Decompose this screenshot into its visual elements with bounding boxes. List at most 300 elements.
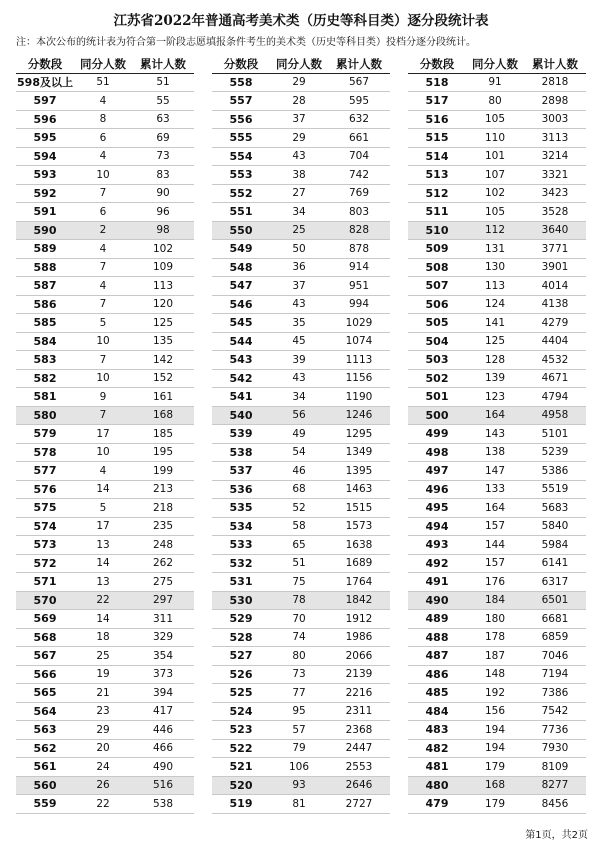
score-cell: 536 [212, 480, 270, 499]
column-header: 累计人数 [132, 55, 194, 73]
count-cell: 148 [466, 665, 524, 684]
count-cell: 102 [466, 184, 524, 203]
count-cell: 35 [270, 314, 328, 333]
table-row [16, 73, 194, 92]
cumulative-cell: 5840 [524, 517, 586, 536]
count-cell: 125 [466, 332, 524, 351]
table-row [16, 277, 194, 296]
table-row [212, 203, 390, 222]
table-row [16, 795, 194, 814]
score-cell: 535 [212, 499, 270, 518]
count-cell: 43 [270, 147, 328, 166]
cumulative-cell: 1395 [328, 462, 390, 481]
score-cell: 562 [16, 739, 74, 758]
count-cell: 4 [74, 92, 132, 111]
table-row [408, 517, 586, 536]
table-row [16, 166, 194, 185]
table-row [16, 295, 194, 314]
table-row [212, 758, 390, 777]
count-cell: 79 [270, 739, 328, 758]
cumulative-cell: 199 [132, 462, 194, 481]
table-row [408, 721, 586, 740]
table-row [16, 647, 194, 666]
cumulative-cell: 195 [132, 443, 194, 462]
cumulative-cell: 109 [132, 258, 194, 277]
score-cell: 530 [212, 591, 270, 610]
table-row [212, 425, 390, 444]
table-row [16, 591, 194, 610]
score-cell: 573 [16, 536, 74, 555]
count-cell: 138 [466, 443, 524, 462]
table-row [212, 240, 390, 259]
count-cell: 143 [466, 425, 524, 444]
table-row [408, 166, 586, 185]
table-header-row [16, 55, 194, 73]
count-cell: 194 [466, 721, 524, 740]
score-cell: 514 [408, 147, 466, 166]
score-cell: 517 [408, 92, 466, 111]
cumulative-cell: 2066 [328, 647, 390, 666]
count-cell: 130 [466, 258, 524, 277]
table-row [16, 776, 194, 795]
cumulative-cell: 5239 [524, 443, 586, 462]
cumulative-cell: 951 [328, 277, 390, 296]
cumulative-cell: 7046 [524, 647, 586, 666]
score-cell: 594 [16, 147, 74, 166]
table-row [16, 369, 194, 388]
table-row [16, 332, 194, 351]
score-cell: 568 [16, 628, 74, 647]
score-cell: 589 [16, 240, 74, 259]
count-cell: 70 [270, 610, 328, 629]
cumulative-cell: 994 [328, 295, 390, 314]
cumulative-cell: 466 [132, 739, 194, 758]
cumulative-cell: 3640 [524, 221, 586, 240]
count-cell: 8 [74, 110, 132, 129]
table-row [16, 388, 194, 407]
table-row [408, 702, 586, 721]
column-header: 同分人数 [74, 55, 132, 73]
score-cell: 586 [16, 295, 74, 314]
count-cell: 93 [270, 776, 328, 795]
table-row [408, 406, 586, 425]
cumulative-cell: 8456 [524, 795, 586, 814]
cumulative-cell: 1573 [328, 517, 390, 536]
table-row [16, 184, 194, 203]
table-row [212, 73, 390, 92]
score-cell: 597 [16, 92, 74, 111]
cumulative-cell: 1295 [328, 425, 390, 444]
count-cell: 144 [466, 536, 524, 555]
cumulative-cell: 878 [328, 240, 390, 259]
score-cell: 587 [16, 277, 74, 296]
count-cell: 14 [74, 554, 132, 573]
table-row [16, 240, 194, 259]
count-cell: 6 [74, 203, 132, 222]
count-cell: 128 [466, 351, 524, 370]
table-row [408, 110, 586, 129]
table-row [408, 647, 586, 666]
table-row [16, 554, 194, 573]
count-cell: 20 [74, 739, 132, 758]
cumulative-cell: 446 [132, 721, 194, 740]
cumulative-cell: 3528 [524, 203, 586, 222]
table-row [408, 221, 586, 240]
score-cell: 591 [16, 203, 74, 222]
score-cell: 503 [408, 351, 466, 370]
table-row [212, 721, 390, 740]
count-cell: 78 [270, 591, 328, 610]
score-cell: 560 [16, 776, 74, 795]
count-cell: 43 [270, 295, 328, 314]
cumulative-cell: 83 [132, 166, 194, 185]
table-row [408, 73, 586, 92]
score-cell: 533 [212, 536, 270, 555]
score-cell: 520 [212, 776, 270, 795]
count-cell: 164 [466, 406, 524, 425]
score-cell: 489 [408, 610, 466, 629]
score-cell: 554 [212, 147, 270, 166]
score-cell: 558 [212, 73, 270, 92]
score-cell: 592 [16, 184, 74, 203]
table-row [212, 406, 390, 425]
count-cell: 7 [74, 258, 132, 277]
count-cell: 37 [270, 110, 328, 129]
cumulative-cell: 3321 [524, 166, 586, 185]
table-row [212, 554, 390, 573]
table-row [16, 684, 194, 703]
table-row [16, 221, 194, 240]
score-cell: 574 [16, 517, 74, 536]
cumulative-cell: 113 [132, 277, 194, 296]
score-cell: 559 [16, 795, 74, 814]
score-cell: 511 [408, 203, 466, 222]
score-cell: 504 [408, 332, 466, 351]
table-row [408, 443, 586, 462]
count-cell: 13 [74, 536, 132, 555]
score-cell: 518 [408, 73, 466, 92]
cumulative-cell: 135 [132, 332, 194, 351]
table-row [212, 147, 390, 166]
count-cell: 124 [466, 295, 524, 314]
table-row [408, 573, 586, 592]
score-cell: 491 [408, 573, 466, 592]
cumulative-cell: 213 [132, 480, 194, 499]
cumulative-cell: 1113 [328, 351, 390, 370]
score-cell: 537 [212, 462, 270, 481]
table-row [212, 591, 390, 610]
cumulative-cell: 769 [328, 184, 390, 203]
cumulative-cell: 4671 [524, 369, 586, 388]
count-cell: 156 [466, 702, 524, 721]
cumulative-cell: 1349 [328, 443, 390, 462]
score-cell: 577 [16, 462, 74, 481]
score-table-column-2 [212, 55, 390, 814]
count-cell: 74 [270, 628, 328, 647]
score-cell: 525 [212, 684, 270, 703]
count-cell: 46 [270, 462, 328, 481]
count-cell: 80 [466, 92, 524, 111]
cumulative-cell: 120 [132, 295, 194, 314]
table-row [212, 499, 390, 518]
cumulative-cell: 235 [132, 517, 194, 536]
score-cell: 528 [212, 628, 270, 647]
count-cell: 113 [466, 277, 524, 296]
cumulative-cell: 6501 [524, 591, 586, 610]
count-cell: 2 [74, 221, 132, 240]
score-cell: 526 [212, 665, 270, 684]
cumulative-cell: 4532 [524, 351, 586, 370]
score-cell: 553 [212, 166, 270, 185]
table-row [212, 647, 390, 666]
table-row [408, 351, 586, 370]
score-cell: 532 [212, 554, 270, 573]
table-row [16, 351, 194, 370]
cumulative-cell: 1689 [328, 554, 390, 573]
table-row [212, 166, 390, 185]
count-cell: 101 [466, 147, 524, 166]
cumulative-cell: 2818 [524, 73, 586, 92]
cumulative-cell: 142 [132, 351, 194, 370]
cumulative-cell: 51 [132, 73, 194, 92]
cumulative-cell: 803 [328, 203, 390, 222]
score-cell: 547 [212, 277, 270, 296]
score-cell: 579 [16, 425, 74, 444]
table-row [16, 258, 194, 277]
count-cell: 19 [74, 665, 132, 684]
count-cell: 43 [270, 369, 328, 388]
page-footer: 第1页，共2页 [525, 830, 588, 841]
score-cell: 497 [408, 462, 466, 481]
score-cell: 582 [16, 369, 74, 388]
score-cell: 585 [16, 314, 74, 333]
score-cell: 521 [212, 758, 270, 777]
cumulative-cell: 90 [132, 184, 194, 203]
cumulative-cell: 7386 [524, 684, 586, 703]
table-row [212, 573, 390, 592]
column-header: 累计人数 [524, 55, 586, 73]
score-cell: 576 [16, 480, 74, 499]
count-cell: 91 [466, 73, 524, 92]
table-row [408, 499, 586, 518]
cumulative-cell: 914 [328, 258, 390, 277]
table-row [212, 702, 390, 721]
page-title: 江苏省2022年普通高考美术类（历史等科目类）逐分段统计表 [113, 13, 489, 29]
table-row [212, 739, 390, 758]
score-cell: 523 [212, 721, 270, 740]
table-row [212, 332, 390, 351]
count-cell: 141 [466, 314, 524, 333]
score-cell: 495 [408, 499, 466, 518]
count-cell: 95 [270, 702, 328, 721]
cumulative-cell: 168 [132, 406, 194, 425]
score-cell: 548 [212, 258, 270, 277]
count-cell: 51 [74, 73, 132, 92]
score-cell: 596 [16, 110, 74, 129]
cumulative-cell: 248 [132, 536, 194, 555]
table-header-row [212, 55, 390, 73]
table-row [408, 425, 586, 444]
score-cell: 505 [408, 314, 466, 333]
score-cell: 527 [212, 647, 270, 666]
table-row [16, 92, 194, 111]
table-row [212, 221, 390, 240]
table-row [212, 369, 390, 388]
table-row [16, 499, 194, 518]
table-row [212, 462, 390, 481]
table-row [16, 110, 194, 129]
count-cell: 17 [74, 517, 132, 536]
score-cell: 534 [212, 517, 270, 536]
cumulative-cell: 5386 [524, 462, 586, 481]
score-cell: 483 [408, 721, 466, 740]
cumulative-cell: 1912 [328, 610, 390, 629]
table-row [16, 758, 194, 777]
score-cell: 546 [212, 295, 270, 314]
score-cell: 522 [212, 739, 270, 758]
cumulative-cell: 3003 [524, 110, 586, 129]
cumulative-cell: 5683 [524, 499, 586, 518]
count-cell: 25 [270, 221, 328, 240]
cumulative-cell: 4404 [524, 332, 586, 351]
count-cell: 7 [74, 295, 132, 314]
score-cell: 538 [212, 443, 270, 462]
table-row [408, 147, 586, 166]
count-cell: 106 [270, 758, 328, 777]
table-row [408, 92, 586, 111]
score-cell: 567 [16, 647, 74, 666]
score-cell: 540 [212, 406, 270, 425]
table-row [212, 480, 390, 499]
count-cell: 22 [74, 591, 132, 610]
table-row [212, 314, 390, 333]
count-cell: 179 [466, 795, 524, 814]
score-cell: 583 [16, 351, 74, 370]
cumulative-cell: 4014 [524, 277, 586, 296]
cumulative-cell: 742 [328, 166, 390, 185]
table-row [212, 184, 390, 203]
count-cell: 38 [270, 166, 328, 185]
table-row [212, 388, 390, 407]
count-cell: 45 [270, 332, 328, 351]
count-cell: 68 [270, 480, 328, 499]
score-cell: 570 [16, 591, 74, 610]
cumulative-cell: 2727 [328, 795, 390, 814]
cumulative-cell: 4279 [524, 314, 586, 333]
cumulative-cell: 2553 [328, 758, 390, 777]
count-cell: 52 [270, 499, 328, 518]
score-cell: 588 [16, 258, 74, 277]
table-row [408, 277, 586, 296]
cumulative-cell: 6141 [524, 554, 586, 573]
cumulative-cell: 394 [132, 684, 194, 703]
table-row [212, 517, 390, 536]
count-cell: 29 [74, 721, 132, 740]
count-cell: 5 [74, 314, 132, 333]
score-cell: 513 [408, 166, 466, 185]
count-cell: 107 [466, 166, 524, 185]
count-cell: 123 [466, 388, 524, 407]
score-cell: 551 [212, 203, 270, 222]
count-cell: 73 [270, 665, 328, 684]
score-cell: 595 [16, 129, 74, 148]
score-cell: 539 [212, 425, 270, 444]
score-cell: 490 [408, 591, 466, 610]
count-cell: 14 [74, 480, 132, 499]
table-row [212, 110, 390, 129]
column-header: 累计人数 [328, 55, 390, 73]
cumulative-cell: 1190 [328, 388, 390, 407]
column-header: 分数段 [212, 55, 270, 73]
count-cell: 4 [74, 277, 132, 296]
count-cell: 187 [466, 647, 524, 666]
table-row [16, 517, 194, 536]
cumulative-cell: 3214 [524, 147, 586, 166]
count-cell: 176 [466, 573, 524, 592]
count-cell: 37 [270, 277, 328, 296]
score-cell: 581 [16, 388, 74, 407]
score-cell: 572 [16, 554, 74, 573]
score-cell: 485 [408, 684, 466, 703]
table-row [408, 758, 586, 777]
table-row [408, 739, 586, 758]
count-cell: 110 [466, 129, 524, 148]
score-cell: 507 [408, 277, 466, 296]
column-header: 同分人数 [466, 55, 524, 73]
cumulative-cell: 5984 [524, 536, 586, 555]
cumulative-cell: 1986 [328, 628, 390, 647]
cumulative-cell: 55 [132, 92, 194, 111]
cumulative-cell: 2898 [524, 92, 586, 111]
cumulative-cell: 8109 [524, 758, 586, 777]
cumulative-cell: 7542 [524, 702, 586, 721]
score-cell: 512 [408, 184, 466, 203]
score-cell: 584 [16, 332, 74, 351]
score-cell: 552 [212, 184, 270, 203]
cumulative-cell: 1029 [328, 314, 390, 333]
cumulative-cell: 5101 [524, 425, 586, 444]
table-row [16, 573, 194, 592]
score-cell: 515 [408, 129, 466, 148]
count-cell: 21 [74, 684, 132, 703]
table-row [16, 536, 194, 555]
score-cell: 519 [212, 795, 270, 814]
count-cell: 34 [270, 203, 328, 222]
count-cell: 7 [74, 406, 132, 425]
score-cell: 565 [16, 684, 74, 703]
table-row [408, 388, 586, 407]
cumulative-cell: 4138 [524, 295, 586, 314]
score-cell: 555 [212, 129, 270, 148]
count-cell: 17 [74, 425, 132, 444]
table-row [16, 314, 194, 333]
cumulative-cell: 2646 [328, 776, 390, 795]
score-cell: 580 [16, 406, 74, 425]
score-cell: 531 [212, 573, 270, 592]
table-row [408, 554, 586, 573]
table-row [408, 203, 586, 222]
score-cell: 492 [408, 554, 466, 573]
count-cell: 131 [466, 240, 524, 259]
count-cell: 10 [74, 166, 132, 185]
cumulative-cell: 1074 [328, 332, 390, 351]
cumulative-cell: 354 [132, 647, 194, 666]
table-row [212, 443, 390, 462]
table-row [16, 203, 194, 222]
table-row [408, 129, 586, 148]
cumulative-cell: 1842 [328, 591, 390, 610]
cumulative-cell: 3771 [524, 240, 586, 259]
